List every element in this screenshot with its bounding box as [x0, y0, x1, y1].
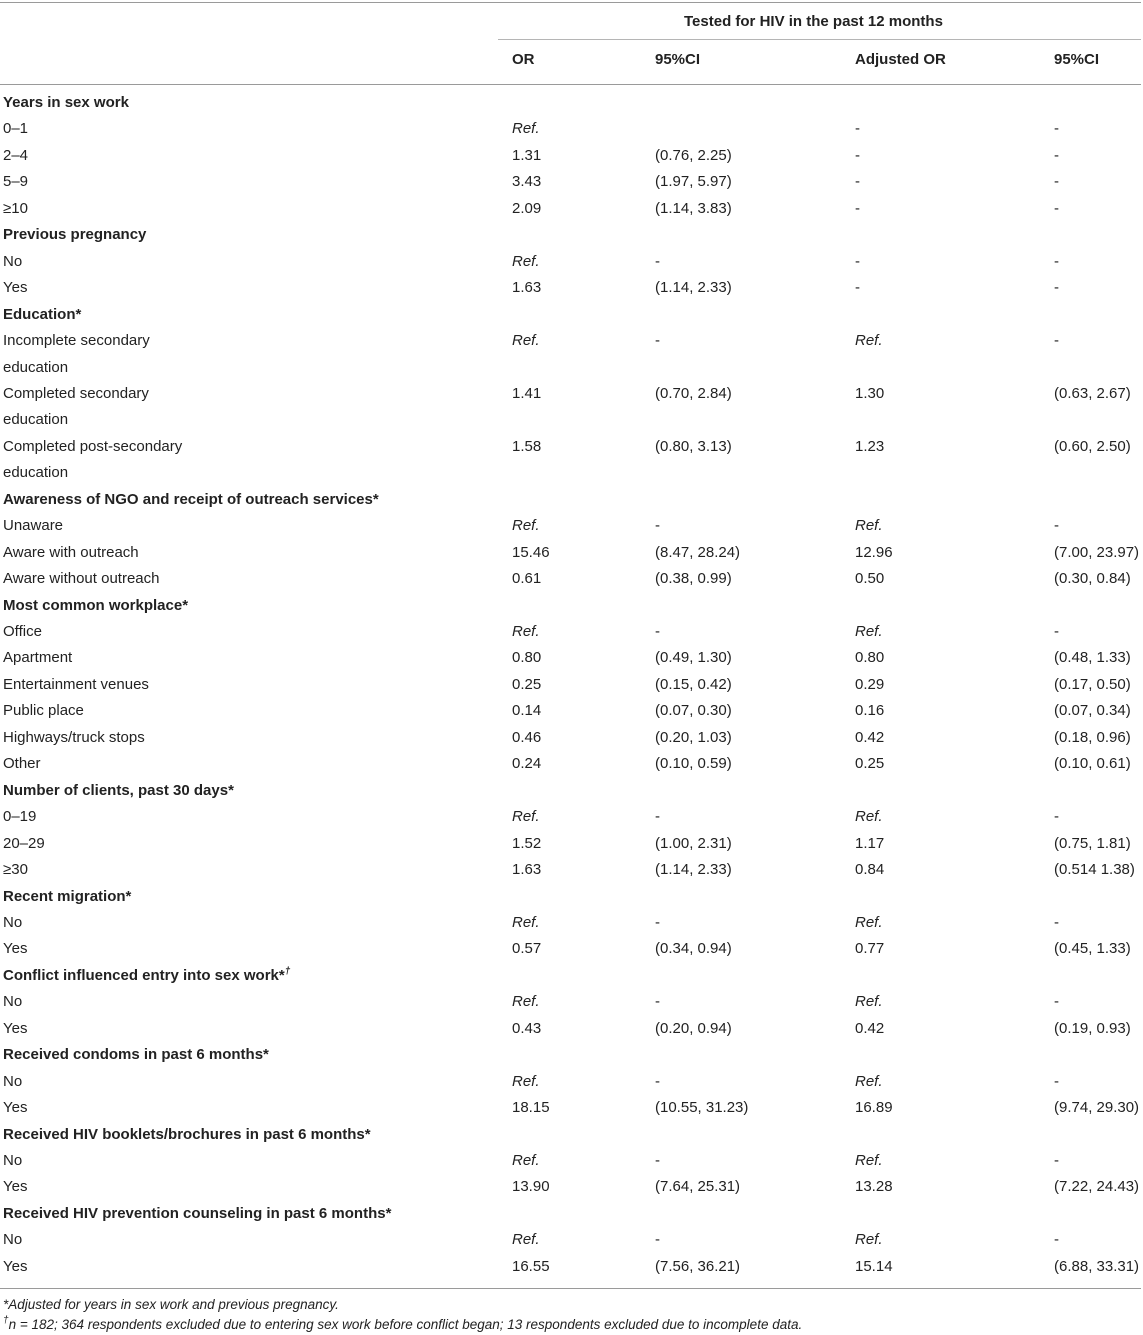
cell-aci: -: [1054, 279, 1059, 297]
footnote-mark: †: [3, 1315, 9, 1326]
cell-aor: -: [855, 252, 860, 270]
cell-aci: (0.17, 0.50): [1054, 675, 1131, 693]
cell-ci: (0.49, 1.30): [655, 649, 732, 667]
cell-ci: -: [655, 808, 660, 826]
cell-aor: Ref.: [855, 332, 883, 350]
cell-ci: (0.80, 3.13): [655, 437, 732, 455]
cell-or: 18.15: [512, 1099, 550, 1117]
cell-aci: (0.10, 0.61): [1054, 755, 1131, 773]
cell-aor: 12.96: [855, 543, 893, 561]
cell-or: 0.61: [512, 570, 542, 588]
row-label: Aware with outreach: [3, 543, 139, 561]
row-label: No: [3, 913, 23, 931]
cell-or: Ref.: [512, 1072, 540, 1090]
footnote-mark: †: [284, 965, 291, 977]
cell-aci: (0.19, 0.93): [1054, 1019, 1131, 1037]
cell-ci: (7.56, 36.21): [655, 1257, 741, 1275]
row-label: Yes: [3, 1178, 28, 1196]
cell-aci: -: [1054, 1152, 1059, 1169]
cell-aci: (0.75, 1.81): [1054, 834, 1131, 852]
cell-or: 1.31: [512, 146, 542, 164]
row-label: Unaware: [3, 517, 64, 535]
cell-aci: (0.45, 1.33): [1054, 940, 1131, 958]
cell-or: 0.24: [512, 755, 542, 773]
row-label: ≥10: [3, 199, 28, 217]
cell-aor: -: [855, 120, 860, 138]
cell-aor: 1.17: [855, 834, 885, 852]
cell-or: 1.63: [512, 279, 542, 297]
row-label: No: [3, 1231, 23, 1249]
row-label: Other: [3, 755, 41, 773]
cell-aci: -: [1054, 623, 1059, 640]
row-label: 20–29: [3, 834, 45, 852]
cell-ci: (0.07, 0.30): [655, 702, 732, 720]
cell-or: 1.58: [512, 437, 542, 455]
cell-aor: Ref.: [855, 1231, 883, 1249]
cell-aor: -: [855, 173, 860, 191]
row-label: 2–4: [3, 146, 29, 164]
cell-aor: -: [855, 146, 860, 164]
row-label: Entertainment venues: [3, 675, 149, 693]
header-bottom-rule: [0, 84, 1141, 85]
cell-ci: (1.97, 5.97): [655, 173, 732, 191]
cell-ci: (0.10, 0.59): [655, 755, 732, 773]
cell-or: Ref.: [512, 120, 540, 138]
cell-ci: -: [655, 623, 660, 640]
cell-aor: -: [855, 199, 860, 217]
cell-aci: (0.07, 0.34): [1054, 702, 1131, 720]
row-label: Apartment: [3, 649, 73, 667]
cell-aor: -: [855, 279, 860, 297]
section-heading: Awareness of NGO and receipt of outreach services*: [3, 490, 379, 508]
footnote: [3, 1317, 802, 1333]
cell-aor: 0.42: [855, 728, 885, 746]
cell-ci: -: [655, 332, 660, 350]
row-label: education: [3, 464, 69, 482]
row-label: No: [3, 1152, 23, 1169]
section-heading: Received HIV prevention counseling in past 6 months*: [3, 1204, 392, 1222]
cell-aci: (7.00, 23.97): [1054, 543, 1140, 561]
cell-aci: -: [1054, 517, 1059, 535]
cell-ci: (1.14, 2.33): [655, 279, 732, 297]
cell-ci: (0.34, 0.94): [655, 940, 732, 958]
row-label: 0–19: [3, 808, 37, 826]
cell-aor: Ref.: [855, 993, 883, 1011]
cell-or: 16.55: [512, 1257, 550, 1275]
cell-aci: -: [1054, 1072, 1059, 1090]
row-label: Office: [3, 623, 42, 640]
row-label: education: [3, 358, 69, 376]
header-group-title: Tested for HIV in the past 12 months: [684, 13, 943, 30]
cell-or: 1.41: [512, 384, 542, 402]
cell-aor: Ref.: [855, 808, 883, 826]
cell-aor: 0.25: [855, 755, 885, 773]
cell-aor: 0.80: [855, 649, 885, 667]
cell-aor: Ref.: [855, 1152, 883, 1169]
cell-or: Ref.: [512, 808, 540, 826]
cell-ci: (1.00, 2.31): [655, 834, 732, 852]
cell-or: 0.14: [512, 702, 542, 720]
cell-aor: 0.84: [855, 861, 885, 879]
cell-or: 0.57: [512, 940, 542, 958]
cell-aci: -: [1054, 199, 1059, 217]
cell-ci: (8.47, 28.24): [655, 543, 741, 561]
row-label: Highways/truck stops: [3, 728, 145, 746]
cell-aci: -: [1054, 808, 1059, 826]
cell-aci: -: [1054, 120, 1059, 138]
row-label: Yes: [3, 1257, 28, 1275]
table-bottom-rule: [0, 1288, 1141, 1289]
section-heading: Received condoms in past 6 months*: [3, 1046, 269, 1064]
cell-or: Ref.: [512, 623, 540, 640]
cell-or: Ref.: [512, 332, 540, 350]
cell-aor: 16.89: [855, 1099, 893, 1117]
footnote-text: *Adjusted for years in sex work and previous pregnancy.: [3, 1297, 339, 1312]
cell-aci: (0.60, 2.50): [1054, 437, 1131, 455]
cell-or: 0.25: [512, 675, 542, 693]
section-heading: Number of clients, past 30 days*: [3, 781, 234, 799]
cell-ci: (10.55, 31.23): [655, 1099, 749, 1117]
section-heading: Previous pregnancy: [3, 226, 147, 244]
cell-aor: Ref.: [855, 1072, 883, 1090]
cell-aci: -: [1054, 1231, 1059, 1249]
header-ci: 95%CI: [655, 51, 701, 68]
cell-aci: (0.30, 0.84): [1054, 570, 1131, 588]
table-top-rule: [0, 2, 1141, 3]
cell-or: 1.52: [512, 834, 542, 852]
cell-or: 15.46: [512, 543, 550, 561]
cell-aci: (9.74, 29.30): [1054, 1099, 1140, 1117]
cell-aci: (0.48, 1.33): [1054, 649, 1131, 667]
row-label: 0–1: [3, 120, 29, 138]
cell-aci: (7.22, 24.43): [1054, 1178, 1140, 1196]
cell-aor: 15.14: [855, 1257, 893, 1275]
cell-aor: 0.42: [855, 1019, 885, 1037]
cell-or: Ref.: [512, 913, 540, 931]
cell-ci: -: [655, 517, 660, 535]
header-subrule: [498, 39, 1141, 40]
header-adjusted-or: Adjusted OR: [855, 51, 946, 68]
row-label: Yes: [3, 279, 28, 297]
row-label: 5–9: [3, 173, 29, 191]
row-label: No: [3, 1072, 23, 1090]
cell-ci: (1.14, 2.33): [655, 861, 732, 879]
cell-aor: Ref.: [855, 517, 883, 535]
footnote-text: n = 182; 364 respondents excluded due to entering sex work before conflict began; 13 respondents excluded due to incomplete data.: [8, 1317, 803, 1332]
cell-or: Ref.: [512, 517, 540, 535]
cell-ci: (1.14, 3.83): [655, 199, 732, 217]
cell-ci: (7.64, 25.31): [655, 1178, 741, 1196]
header-adjusted-ci: 95%CI: [1054, 51, 1100, 68]
section-heading: Received HIV booklets/brochures in past 6 months*: [3, 1125, 371, 1143]
cell-aci: (6.88, 33.31): [1054, 1257, 1140, 1275]
cell-aci: -: [1054, 173, 1059, 191]
section-heading: Conflict influenced entry into sex work*†: [3, 965, 291, 984]
row-label: Completed post-secondary: [3, 437, 183, 455]
cell-aci: (0.18, 0.96): [1054, 728, 1131, 746]
row-label: Completed secondary: [3, 384, 149, 402]
cell-aor: 0.50: [855, 570, 885, 588]
cell-aci: -: [1054, 993, 1059, 1011]
row-label: education: [3, 411, 69, 429]
row-label: No: [3, 252, 23, 270]
cell-or: 3.43: [512, 173, 542, 191]
cell-ci: -: [655, 252, 660, 270]
row-label: Aware without outreach: [3, 570, 160, 588]
cell-aor: Ref.: [855, 913, 883, 931]
cell-aci: (0.63, 2.67): [1054, 384, 1131, 402]
cell-ci: -: [655, 913, 660, 931]
row-label: Yes: [3, 1099, 28, 1117]
section-heading: Education*: [3, 305, 82, 323]
cell-ci: -: [655, 993, 660, 1011]
cell-or: 0.80: [512, 649, 542, 667]
section-heading: Recent migration*: [3, 887, 132, 905]
cell-aci: (0.514 1.38): [1054, 861, 1135, 879]
cell-ci: (0.20, 1.03): [655, 728, 732, 746]
cell-aor: 0.16: [855, 702, 885, 720]
cell-ci: -: [655, 1152, 660, 1169]
cell-or: 0.46: [512, 728, 542, 746]
cell-aci: -: [1054, 146, 1059, 164]
row-label: Public place: [3, 702, 84, 720]
cell-ci: (0.70, 2.84): [655, 384, 732, 402]
section-heading: Years in sex work: [3, 94, 129, 111]
cell-aor: 13.28: [855, 1178, 893, 1196]
cell-aor: 1.30: [855, 384, 885, 402]
cell-aci: -: [1054, 913, 1059, 931]
header-or: OR: [512, 51, 535, 68]
row-label: Yes: [3, 940, 28, 958]
cell-aci: -: [1054, 332, 1059, 350]
cell-or: 13.90: [512, 1178, 550, 1196]
footnote: [3, 1297, 339, 1313]
cell-aor: 0.29: [855, 675, 885, 693]
cell-aor: 1.23: [855, 437, 885, 455]
row-label: No: [3, 993, 23, 1011]
cell-ci: (0.20, 0.94): [655, 1019, 732, 1037]
cell-aor: Ref.: [855, 623, 883, 640]
row-label: Yes: [3, 1019, 28, 1037]
cell-or: 1.63: [512, 861, 542, 879]
cell-ci: -: [655, 1072, 660, 1090]
cell-aor: 0.77: [855, 940, 885, 958]
cell-ci: (0.76, 2.25): [655, 146, 732, 164]
cell-or: 0.43: [512, 1019, 542, 1037]
cell-aci: -: [1054, 252, 1059, 270]
cell-ci: -: [655, 1231, 660, 1249]
cell-or: Ref.: [512, 1152, 540, 1169]
row-label: ≥30: [3, 861, 28, 879]
cell-or: Ref.: [512, 252, 540, 270]
cell-or: Ref.: [512, 1231, 540, 1249]
cell-or: Ref.: [512, 993, 540, 1011]
cell-ci: (0.15, 0.42): [655, 675, 732, 693]
cell-ci: (0.38, 0.99): [655, 570, 732, 588]
row-label: Incomplete secondary: [3, 332, 150, 350]
section-heading: Most common workplace*: [3, 596, 189, 614]
cell-or: 2.09: [512, 199, 542, 217]
